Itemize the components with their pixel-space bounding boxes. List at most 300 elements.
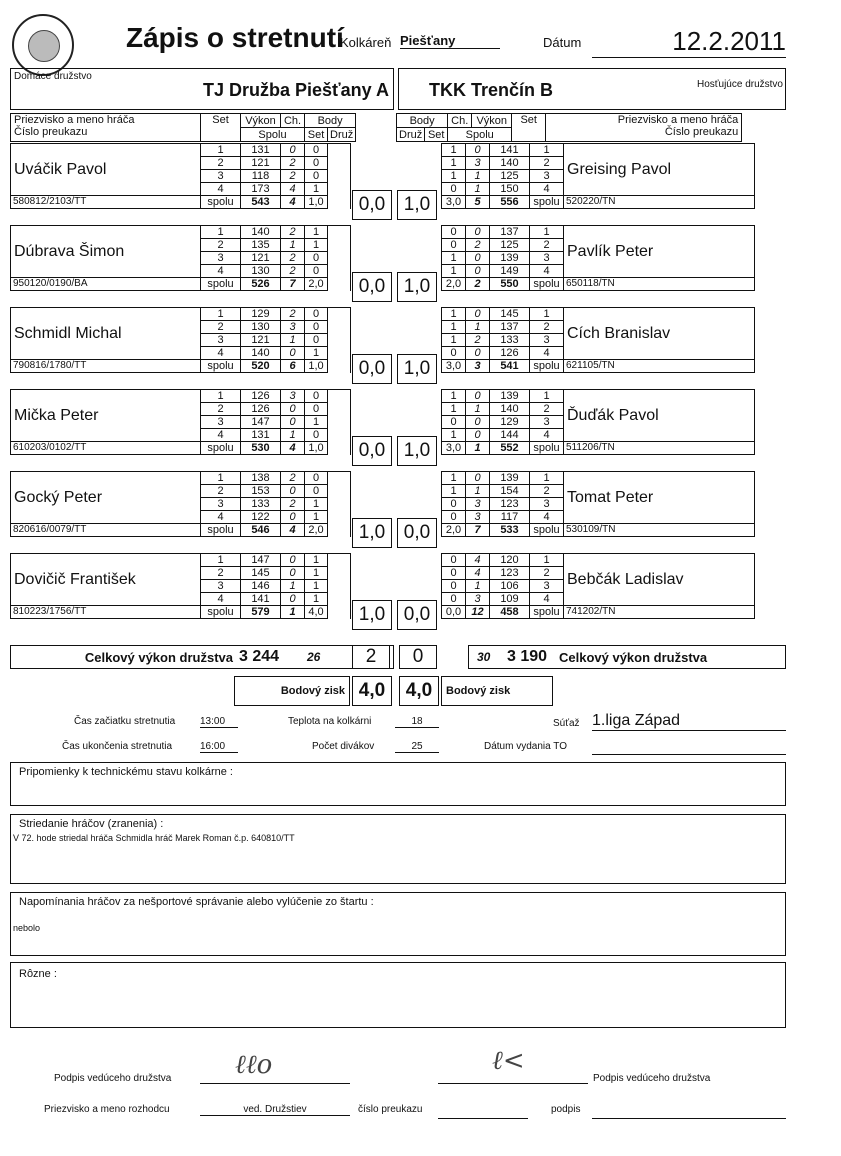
set-clears: 2 [281, 308, 305, 321]
away-player-card: 621105/TN [564, 360, 755, 373]
home-pair-score: 1,0 [352, 600, 392, 630]
player-total-clears: 1 [281, 606, 305, 619]
away-total-label: Celkový výkon družstva [559, 650, 708, 665]
away-team-name: TKK Trenčín B [429, 80, 554, 100]
away-player-name: Tomat Peter [564, 472, 755, 524]
set-number: 3 [201, 416, 241, 429]
set-number: 3 [201, 170, 241, 183]
set-points: 1 [442, 252, 466, 265]
set-number: 4 [530, 347, 564, 360]
set-score: 140 [241, 226, 281, 239]
set-clears: 1 [466, 485, 490, 498]
set-score: 118 [241, 170, 281, 183]
set-number: 1 [530, 144, 564, 157]
set-score: 139 [490, 472, 530, 485]
set-clears: 3 [466, 511, 490, 524]
set-points: 1 [305, 183, 328, 196]
player-total: 533 [490, 524, 530, 537]
name-col-label: Priezvisko a meno hráča [617, 114, 739, 126]
ch-col-label: Ch. [448, 114, 472, 128]
set-clears: 1 [466, 170, 490, 183]
away-pair-score: 0,0 [397, 518, 437, 548]
set-number: 1 [530, 390, 564, 403]
competition-label: Súťaž [553, 718, 580, 729]
home-team-label: Domáce družstvo [14, 71, 92, 82]
total-label: spolu [201, 442, 241, 455]
technical-remarks-section [10, 762, 786, 806]
warnings-label: Napomínania hráčov za nešportové správanie alebo vylúčenie zo štartu : [19, 896, 374, 908]
away-player-name: Greising Pavol [564, 144, 755, 196]
player-total: 458 [490, 606, 530, 619]
player-total-points: 2,0 [442, 278, 466, 291]
home-player-card: 820616/0079/TT [11, 524, 201, 537]
set-score: 126 [490, 347, 530, 360]
set-clears: 4 [466, 567, 490, 580]
total-label: spolu [201, 196, 241, 209]
set-score: 150 [490, 183, 530, 196]
home-player-block [10, 471, 351, 537]
set-points: 1 [442, 429, 466, 442]
set-points: 1 [305, 580, 328, 593]
set-number: 1 [201, 472, 241, 485]
spectators-value: 25 [395, 741, 439, 753]
temp-value: 18 [395, 716, 439, 728]
set-score: 137 [490, 226, 530, 239]
set-points: 1 [305, 593, 328, 606]
home-player-name: Uváčik Pavol [11, 144, 201, 196]
player-total-points: 2,0 [305, 524, 328, 537]
vykon-col-label: Výkon [472, 114, 512, 128]
set-number: 4 [201, 429, 241, 442]
set-points: 1 [442, 403, 466, 416]
date-value: 12.2.2011 [592, 26, 786, 58]
away-bodovy-box [441, 676, 553, 706]
referee-card-line [438, 1117, 528, 1119]
away-pair-score: 1,0 [397, 190, 437, 220]
set-number: 2 [530, 403, 564, 416]
set-col-label: Set [512, 114, 546, 142]
card-col-label: Číslo preukazu [664, 126, 739, 138]
player-total-points: 1,0 [305, 196, 328, 209]
set-number: 2 [530, 567, 564, 580]
set-score: 140 [241, 347, 281, 360]
set-number: 3 [530, 334, 564, 347]
warnings-text: nebolo [13, 923, 41, 933]
warnings-section [10, 892, 786, 956]
set-clears: 0 [281, 416, 305, 429]
set-points: 0 [442, 554, 466, 567]
total-label: spolu [530, 196, 564, 209]
away-player-block [441, 553, 755, 619]
home-total-value: 3 244 [239, 648, 280, 665]
player-total: 552 [490, 442, 530, 455]
set-number: 2 [201, 567, 241, 580]
set-score: 135 [241, 239, 281, 252]
home-player-card: 610203/0102/TT [11, 442, 201, 455]
total-label: spolu [530, 360, 564, 373]
set-number: 3 [530, 416, 564, 429]
set-col-label: Set [201, 114, 241, 142]
player-total-points: 2,0 [305, 278, 328, 291]
home-player-name: Schmidl Michal [11, 308, 201, 360]
page-title: Zápis o stretnutí [126, 22, 344, 53]
set-score: 109 [490, 593, 530, 606]
substitution-text: V 72. hode striedal hráča Schmidla hráč Marek Roman č.p. 640810/TT [13, 833, 295, 843]
referee-label: Priezvisko a meno rozhodcu [44, 1104, 170, 1115]
set-clears: 1 [281, 580, 305, 593]
set-clears: 1 [281, 334, 305, 347]
set-number: 1 [201, 390, 241, 403]
set-points: 0 [442, 567, 466, 580]
set-points: 1 [305, 347, 328, 360]
player-total: 526 [241, 278, 281, 291]
set-number: 1 [201, 554, 241, 567]
set-score: 130 [241, 321, 281, 334]
body-col-label: Body [397, 114, 448, 128]
player-total-clears: 5 [466, 196, 490, 209]
set-points: 0 [442, 183, 466, 196]
home-team-name: TJ Družba Piešťany A [202, 80, 389, 100]
home-bodovy-box [234, 676, 350, 706]
set-score: 145 [241, 567, 281, 580]
total-label: spolu [201, 278, 241, 291]
set-clears: 0 [466, 347, 490, 360]
spolu-col-label: Spolu [241, 128, 305, 142]
set-score: 121 [241, 334, 281, 347]
away-pair-score: 1,0 [397, 272, 437, 302]
set-score: 139 [490, 252, 530, 265]
alley-label: Kolkáreň [340, 35, 392, 50]
set-points: 1 [305, 239, 328, 252]
set-number: 3 [201, 498, 241, 511]
set-score: 141 [490, 144, 530, 157]
set-clears: 0 [466, 252, 490, 265]
misc-label: Rôzne : [19, 968, 57, 980]
total-label: spolu [530, 524, 564, 537]
set-points: 0 [305, 429, 328, 442]
set-clears: 2 [466, 334, 490, 347]
set-number: 4 [530, 511, 564, 524]
home-pair-score: 0,0 [352, 190, 392, 220]
set-subcol-label: Set [305, 128, 328, 142]
home-total-points: 2 [352, 645, 390, 669]
set-number: 4 [530, 183, 564, 196]
set-score: 130 [241, 265, 281, 278]
set-clears: 4 [466, 554, 490, 567]
away-team-label: Hosťujúce družstvo [696, 79, 783, 90]
substitution-section [10, 814, 786, 884]
away-bodovy-zisk: 4,0 [399, 676, 439, 706]
start-label: Čas začiatku stretnutia [74, 716, 176, 727]
player-total-clears: 3 [466, 360, 490, 373]
player-total-points: 4,0 [305, 606, 328, 619]
set-score: 144 [490, 429, 530, 442]
player-total: 546 [241, 524, 281, 537]
set-clears: 3 [281, 390, 305, 403]
away-player-block [441, 143, 755, 209]
set-number: 2 [201, 239, 241, 252]
player-total: 550 [490, 278, 530, 291]
player-total-clears: 4 [281, 442, 305, 455]
away-player-card: 511206/TN [564, 442, 755, 455]
home-player-card: 810223/1756/TT [11, 606, 201, 619]
home-player-name: Dovičič František [11, 554, 201, 606]
spolu-col-label: Spolu [448, 128, 512, 142]
away-total-value: 3 190 [507, 648, 548, 665]
home-player-name: Dúbrava Šimon [11, 226, 201, 278]
set-score: 126 [241, 403, 281, 416]
home-pair-score: 0,0 [352, 272, 392, 302]
player-total: 579 [241, 606, 281, 619]
home-total-box [10, 645, 394, 669]
set-score: 141 [241, 593, 281, 606]
set-number: 4 [530, 593, 564, 606]
set-points: 1 [442, 170, 466, 183]
away-player-block [441, 307, 755, 373]
set-score: 123 [490, 498, 530, 511]
set-number: 4 [201, 347, 241, 360]
set-clears: 3 [466, 593, 490, 606]
set-score: 129 [490, 416, 530, 429]
set-score: 125 [490, 239, 530, 252]
set-number: 1 [530, 472, 564, 485]
total-label: spolu [530, 606, 564, 619]
set-clears: 2 [281, 226, 305, 239]
player-total: 541 [490, 360, 530, 373]
set-score: 121 [241, 252, 281, 265]
home-player-card: 790816/1780/TT [11, 360, 201, 373]
away-player-card: 741202/TN [564, 606, 755, 619]
spectators-label: Počet divákov [312, 741, 375, 752]
set-number: 4 [201, 593, 241, 606]
set-score: 145 [490, 308, 530, 321]
set-points: 1 [305, 511, 328, 524]
set-clears: 0 [281, 347, 305, 360]
set-number: 2 [530, 321, 564, 334]
set-score: 149 [490, 265, 530, 278]
player-total-points: 1,0 [305, 442, 328, 455]
set-clears: 2 [281, 170, 305, 183]
set-points: 0 [305, 252, 328, 265]
player-total-clears: 1 [466, 442, 490, 455]
set-number: 2 [201, 157, 241, 170]
set-score: 146 [241, 580, 281, 593]
set-score: 123 [490, 567, 530, 580]
home-team-box [10, 68, 394, 110]
start-value: 13:00 [200, 716, 238, 728]
set-number: 1 [530, 308, 564, 321]
set-score: 137 [490, 321, 530, 334]
player-total-points: 3,0 [442, 196, 466, 209]
name-col-label: Priezvisko a meno hráča [14, 114, 135, 126]
set-points: 1 [442, 265, 466, 278]
set-number: 3 [201, 334, 241, 347]
total-label: spolu [530, 278, 564, 291]
federation-logo-icon [12, 14, 74, 76]
set-number: 2 [530, 157, 564, 170]
set-points: 0 [305, 170, 328, 183]
technical-remarks-label: Pripomienky k technickému stavu kolkárne : [19, 766, 233, 778]
end-value: 16:00 [200, 741, 238, 753]
set-score: 106 [490, 580, 530, 593]
set-score: 147 [241, 416, 281, 429]
set-score: 147 [241, 554, 281, 567]
home-column-header [10, 113, 356, 142]
away-player-block [441, 225, 755, 291]
set-score: 133 [490, 334, 530, 347]
player-total-clears: 7 [281, 278, 305, 291]
set-clears: 3 [466, 498, 490, 511]
set-score: 117 [490, 511, 530, 524]
home-player-card: 580812/2103/TT [11, 196, 201, 209]
referee-card-label: číslo preukazu [358, 1104, 423, 1115]
player-total-points: 3,0 [442, 360, 466, 373]
set-points: 1 [305, 567, 328, 580]
set-clears: 2 [281, 157, 305, 170]
away-team-box [398, 68, 786, 110]
away-player-name: Bebčák Ladislav [564, 554, 755, 606]
set-points: 0 [442, 239, 466, 252]
set-clears: 0 [466, 308, 490, 321]
set-score: 140 [490, 157, 530, 170]
away-player-name: Cích Branislav [564, 308, 755, 360]
set-points: 1 [442, 485, 466, 498]
set-clears: 0 [281, 144, 305, 157]
player-total: 556 [490, 196, 530, 209]
set-score: 139 [490, 390, 530, 403]
card-col-label: Číslo preukazu [14, 126, 88, 138]
set-points: 0 [305, 265, 328, 278]
set-score: 131 [241, 144, 281, 157]
set-number: 1 [530, 554, 564, 567]
player-total-points: 0,0 [442, 606, 466, 619]
set-number: 3 [201, 580, 241, 593]
body-col-label: Body [305, 114, 356, 128]
set-clears: 4 [281, 183, 305, 196]
set-points: 0 [442, 498, 466, 511]
set-clears: 0 [466, 226, 490, 239]
total-label: spolu [201, 606, 241, 619]
set-points: 1 [305, 554, 328, 567]
set-number: 2 [201, 321, 241, 334]
set-clears: 0 [281, 511, 305, 524]
set-number: 4 [201, 183, 241, 196]
set-score: 120 [490, 554, 530, 567]
player-total-clears: 2 [466, 278, 490, 291]
set-number: 4 [530, 429, 564, 442]
set-points: 0 [305, 485, 328, 498]
away-signature-label: Podpis vedúceho družstva [593, 1073, 711, 1084]
set-clears: 2 [281, 265, 305, 278]
set-subcol-label: Set [425, 128, 448, 142]
set-number: 2 [201, 403, 241, 416]
set-number: 1 [201, 308, 241, 321]
set-clears: 1 [466, 321, 490, 334]
set-points: 0 [305, 472, 328, 485]
player-total-points: 1,0 [305, 360, 328, 373]
set-clears: 1 [466, 183, 490, 196]
set-clears: 2 [281, 498, 305, 511]
player-total-clears: 6 [281, 360, 305, 373]
set-clears: 1 [281, 429, 305, 442]
set-points: 0 [442, 511, 466, 524]
home-player-block [10, 143, 351, 209]
set-number: 1 [530, 226, 564, 239]
home-player-block [10, 553, 351, 619]
competition-value: 1.liga Západ [592, 712, 786, 731]
set-points: 0 [305, 334, 328, 347]
set-number: 3 [530, 252, 564, 265]
ch-col-label: Ch. [281, 114, 305, 128]
player-total-points: 2,0 [442, 524, 466, 537]
set-score: 129 [241, 308, 281, 321]
set-points: 0 [442, 593, 466, 606]
referee-sign-label: podpis [551, 1104, 581, 1115]
set-points: 1 [442, 308, 466, 321]
set-points: 1 [442, 157, 466, 170]
set-number: 4 [201, 265, 241, 278]
home-pair-score: 0,0 [352, 354, 392, 384]
home-bodovy-zisk: 4,0 [352, 676, 392, 706]
set-points: 1 [442, 334, 466, 347]
set-score: 173 [241, 183, 281, 196]
home-player-block [10, 307, 351, 373]
date-label: Dátum [543, 35, 582, 50]
temp-label: Teplota na kolkárni [288, 716, 372, 727]
away-player-card: 520220/TN [564, 196, 755, 209]
set-points: 1 [305, 498, 328, 511]
set-points: 0 [305, 157, 328, 170]
set-points: 0 [305, 321, 328, 334]
away-player-block [441, 389, 755, 455]
druz-subcol-label: Druž [328, 128, 356, 142]
home-total-ch: 26 [307, 650, 321, 664]
alley-value: Piešťany [400, 33, 500, 49]
set-clears: 1 [466, 403, 490, 416]
set-points: 1 [305, 416, 328, 429]
set-score: 154 [490, 485, 530, 498]
set-clears: 3 [281, 321, 305, 334]
set-points: 0 [442, 416, 466, 429]
end-label: Čas ukončenia stretnutia [62, 741, 173, 752]
home-pair-score: 0,0 [352, 436, 392, 466]
away-total-points: 0 [399, 645, 437, 669]
set-clears: 0 [281, 567, 305, 580]
set-points: 0 [305, 403, 328, 416]
set-points: 1 [442, 472, 466, 485]
set-points: 1 [442, 390, 466, 403]
player-total-clears: 4 [281, 196, 305, 209]
home-bodovy-label: Bodový zisk [280, 685, 345, 697]
set-clears: 0 [466, 265, 490, 278]
set-points: 1 [305, 226, 328, 239]
home-total-label: Celkový výkon družstva [84, 650, 233, 665]
away-pair-score: 1,0 [397, 354, 437, 384]
set-clears: 0 [281, 485, 305, 498]
set-score: 131 [241, 429, 281, 442]
set-clears: 2 [466, 239, 490, 252]
set-points: 0 [305, 308, 328, 321]
set-points: 0 [442, 226, 466, 239]
home-pair-score: 1,0 [352, 518, 392, 548]
to-date-value [592, 741, 786, 755]
set-clears: 0 [466, 390, 490, 403]
set-number: 3 [530, 580, 564, 593]
set-score: 125 [490, 170, 530, 183]
set-clears: 0 [281, 554, 305, 567]
away-player-name: Pavlík Peter [564, 226, 755, 278]
home-player-name: Mička Peter [11, 390, 201, 442]
